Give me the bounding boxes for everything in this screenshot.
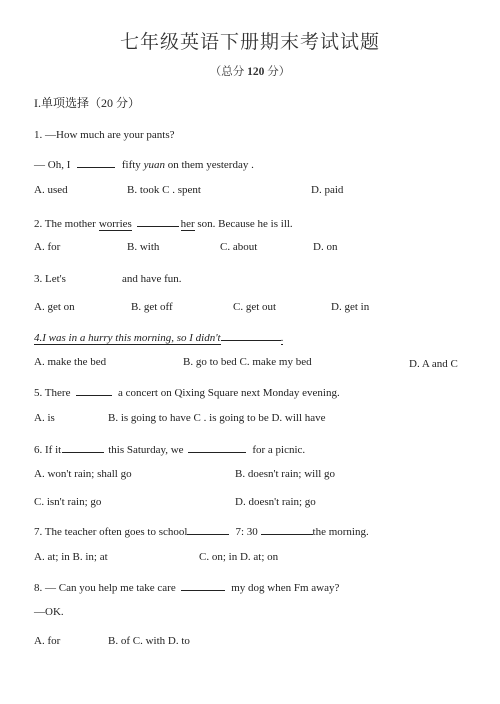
q5-stem-part-b: a concert on Qixing Square next Monday evening.	[117, 387, 340, 399]
q8-stem	[34, 580, 339, 594]
q4-stem-text: 4.I was in a hurry this morning, so I didn't	[34, 332, 221, 344]
q7-stem	[34, 524, 369, 538]
total-score-line	[0, 67, 500, 79]
q4-option-d: D. A and C	[409, 358, 458, 370]
q8-stem-part-b: my dog when Fm away?	[231, 582, 340, 594]
q2-stem	[34, 216, 293, 230]
q4-stem-end: .	[280, 332, 284, 344]
q4-option-a: A. make the bed	[34, 356, 107, 368]
q2-option-d: D. on	[313, 241, 338, 253]
q4-stem	[34, 330, 283, 344]
total-score-value: 120	[247, 66, 265, 78]
total-score-suffix: 分）	[264, 66, 291, 78]
q1-option-bc: B. took C . spent	[127, 184, 201, 196]
q6-option-c: C. isn't rain; go	[34, 496, 102, 508]
q6-stem-part-c: for a picnic.	[252, 444, 306, 456]
total-score-prefix: （总分	[209, 66, 248, 78]
q2-option-c: C. about	[220, 241, 258, 253]
q7-option-cd: C. on; in D. at; on	[199, 551, 279, 563]
q2-blank	[137, 216, 179, 227]
q8-option-a: A. for	[34, 635, 61, 647]
q6-blank-2	[188, 442, 246, 453]
q5-option-bcd: B. is going to have C . is going to be D. will have	[108, 412, 326, 424]
q2-stem-part-b: son. Because he is ill.	[197, 218, 293, 230]
q2-stem-her: her	[180, 218, 195, 230]
q8-stem-part-a: 8. — Can you help me take care	[34, 582, 176, 594]
q1-blank	[77, 157, 115, 168]
q6-stem	[34, 442, 305, 456]
q3-option-a: A. get on	[34, 301, 75, 313]
q4-blank	[221, 330, 281, 341]
page-title: 七年级英语下册期末考试试题	[119, 32, 380, 53]
q1-option-d: D. paid	[311, 184, 344, 196]
q7-stem-part-a: 7. The teacher often goes to school	[34, 526, 188, 538]
q1-option-a: A. used	[34, 184, 68, 196]
q5-option-a: A. is	[34, 412, 55, 424]
q5-blank	[76, 385, 112, 396]
q6-option-b: B. doesn't rain; will go	[235, 468, 336, 480]
q1-reply-part-b: fifty	[121, 159, 141, 171]
q7-stem-part-c: the morning.	[312, 526, 369, 538]
q5-stem-part-a: 5. There	[34, 387, 71, 399]
q2-option-b: B. with	[127, 241, 160, 253]
q2-stem-worries: worries	[98, 218, 132, 230]
q4-option-bc: B. go to bed C. make my bed	[183, 356, 312, 368]
q3-option-c: C. get out	[233, 301, 277, 313]
q7-blank-2	[261, 524, 313, 535]
q3-option-d: D. get in	[331, 301, 370, 313]
q6-stem-part-b: this Saturday, we	[108, 444, 184, 456]
q2-option-a: A. for	[34, 241, 61, 253]
q3-option-b: B. get off	[131, 301, 173, 313]
q5-stem	[34, 385, 340, 399]
q6-option-d: D. doesn't rain; go	[235, 496, 316, 508]
q3-stem-part-a: 3. Let's	[34, 273, 66, 285]
q1-reply-part-c: on them yesterday .	[167, 159, 254, 171]
q2-stem-part-a: 2. The mother	[34, 218, 96, 230]
q8-reply: —OK.	[34, 606, 64, 618]
q7-stem-part-b: 7: 30	[235, 526, 258, 538]
section-heading: I.单项选择（20 分）	[34, 96, 140, 110]
q1-reply-part-a: — Oh, I	[34, 159, 71, 171]
q7-blank-1	[187, 524, 229, 535]
q1-reply-yuan: yuan	[143, 159, 165, 171]
q8-option-bcd: B. of C. with D. to	[108, 635, 190, 647]
q6-stem-part-a: 6. If it	[34, 444, 62, 456]
q3-stem-part-b: and have fun.	[122, 273, 182, 285]
q7-option-ab: A. at; in B. in; at	[34, 551, 108, 563]
q6-option-a: A. won't rain; shall go	[34, 468, 132, 480]
q6-blank-1	[62, 442, 104, 453]
q8-blank	[181, 580, 225, 591]
q1-stem: 1. —How much are your pants?	[34, 129, 175, 141]
q1-reply	[34, 157, 254, 171]
